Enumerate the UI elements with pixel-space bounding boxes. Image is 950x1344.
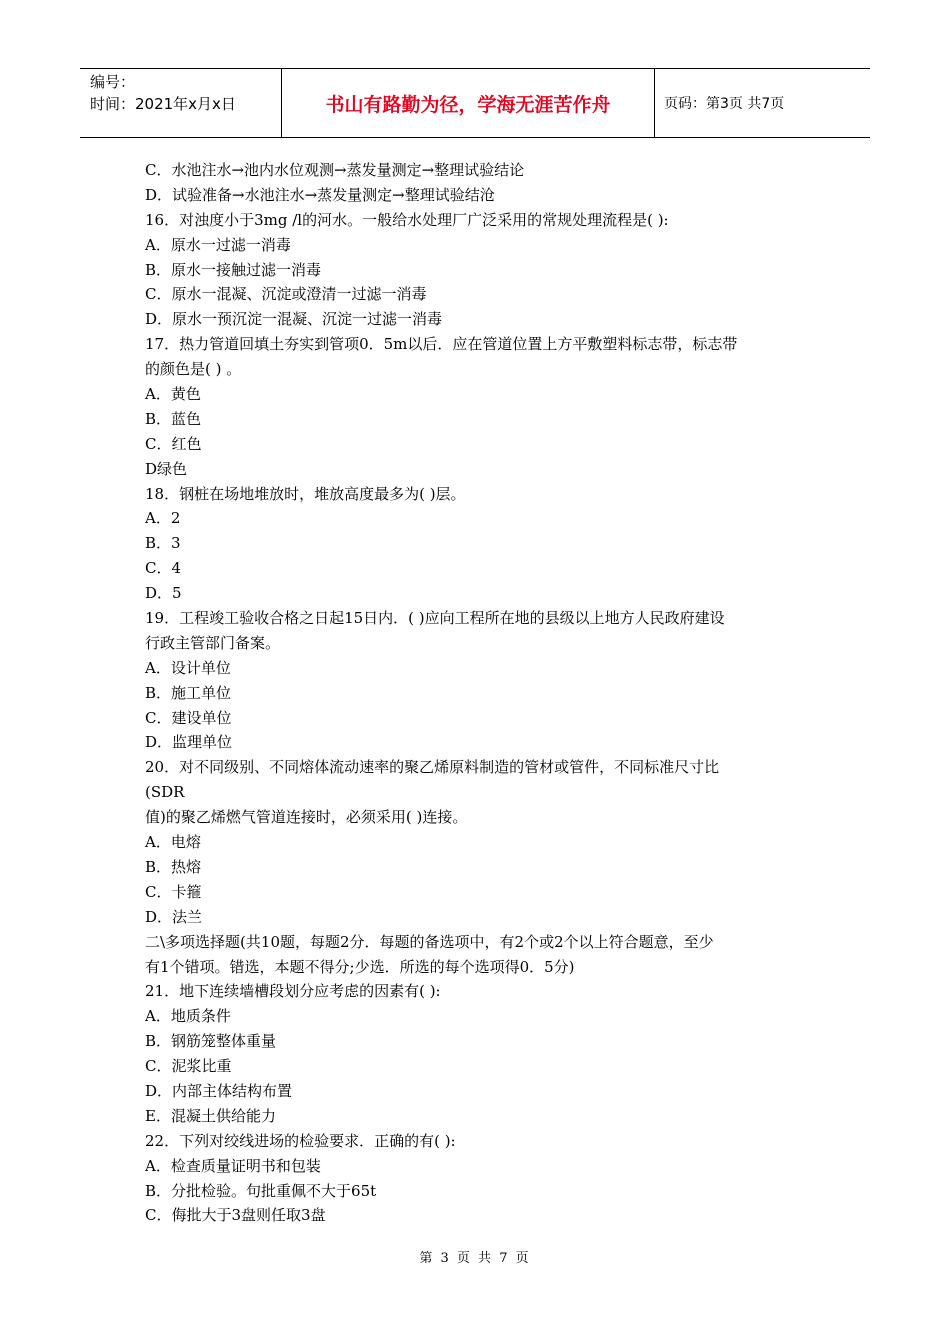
text-line: 19．工程竣工验收合格之日起15日内．( )应向工程所在地的县级以上地方人民政府建设 (145, 609, 725, 628)
text-line: (SDR (145, 783, 185, 802)
text-line: C．泥浆比重 (145, 1057, 232, 1076)
text-line: 值)的聚乙烯燃气管道连接时，必须采用( )连接。 (145, 808, 468, 827)
text-line: B．热熔 (145, 857, 202, 876)
text-line: C．原水一混凝、沉淀或澄清一过滤一消毒 (145, 285, 427, 304)
text-line: A．地质条件 (145, 1007, 231, 1026)
header-divider (654, 69, 655, 137)
text-line: D．原水一预沉淀一混凝、沉淀一过滤一消毒 (145, 310, 443, 329)
text-line: C．红色 (145, 434, 202, 453)
text-line: D．监理单位 (145, 733, 233, 752)
text-line: B．蓝色 (145, 409, 202, 428)
text-line: 22．下列对绞线进场的检验要求．正确的有( ): (145, 1131, 456, 1150)
text-line: D．内部主体结构布置 (145, 1081, 293, 1100)
text-line: C．建设单位 (145, 708, 232, 727)
text-line: B．原水一接触过滤一消毒 (145, 260, 322, 279)
text-line: B．分批检验。句批重佩不大于65t (145, 1181, 377, 1200)
text-line: D．5 (145, 584, 182, 603)
text-line: D．试验准备→水池注水→蒸发量测定→整理试验结沧 (145, 185, 495, 204)
text-line: B．钢筋笼整体重量 (145, 1032, 277, 1051)
text-line: B．施工单位 (145, 683, 232, 702)
text-line: 有1个错项。错选，本题不得分;少选．所选的每个选项得0．5分) (145, 957, 575, 976)
text-line: 的颜色是( ) 。 (145, 360, 242, 379)
number-label: 编号： (90, 73, 136, 91)
text-line: 二\多项选择题(共10题，每题2分．每题的备选项中，有2个或2个以上符合题意，至少 (145, 932, 714, 951)
text-line: D绿色 (145, 459, 188, 478)
header-motto: 书山有路勤为径，学海无涯苦作舟 (325, 93, 611, 116)
text-line: 行政主管部门备案。 (145, 633, 281, 652)
text-line: E．混凝土供给能力 (145, 1106, 276, 1125)
text-line: A．原水一过滤一消毒 (145, 235, 291, 254)
page-header (80, 68, 870, 138)
text-line: C．卡箍 (145, 882, 202, 901)
text-line: A．黄色 (145, 385, 201, 404)
text-line: 21．地下连续墙槽段划分应考虑的因素有( ): (145, 982, 441, 1001)
text-line: A．设计单位 (145, 658, 231, 677)
text-line: A．2 (145, 509, 181, 528)
text-line: 18．钢桩在场地堆放时，堆放高度最多为( )层。 (145, 484, 466, 503)
text-line: B．3 (145, 534, 181, 553)
text-line: A．检查质量证明书和包装 (145, 1156, 321, 1175)
text-line: C．水池注水→池内水位观测→蒸发量测定→整理试验结论 (145, 161, 525, 179)
header-meta (90, 71, 236, 115)
text-line: C．4 (145, 559, 182, 578)
text-line: 17．热力管道回填土夯实到管项0．5m以后．应在管道位置上方平敷塑料标志带，标志带 (145, 335, 738, 354)
time-label: 时间：2021年x月x日 (90, 95, 236, 113)
header-page-label: 页码：第3页 共7页 (664, 96, 785, 112)
page-footer: 第 3 页 共 7 页 (419, 1251, 531, 1266)
text-line: C．侮批大于3盘则任取3盘 (145, 1206, 326, 1225)
document-body (145, 158, 815, 1228)
text-line: A．电熔 (145, 833, 201, 852)
text-line: 16．对浊度小于3mg /l的河水。一般给水处理厂广泛采用的常规处理流程是( ): (145, 210, 669, 229)
text-line: 20．对不同级别、不同熔体流动速率的聚乙烯原料制造的管材或管件，不同标准尺寸比 (145, 758, 720, 777)
text-line: D．法兰 (145, 907, 203, 926)
